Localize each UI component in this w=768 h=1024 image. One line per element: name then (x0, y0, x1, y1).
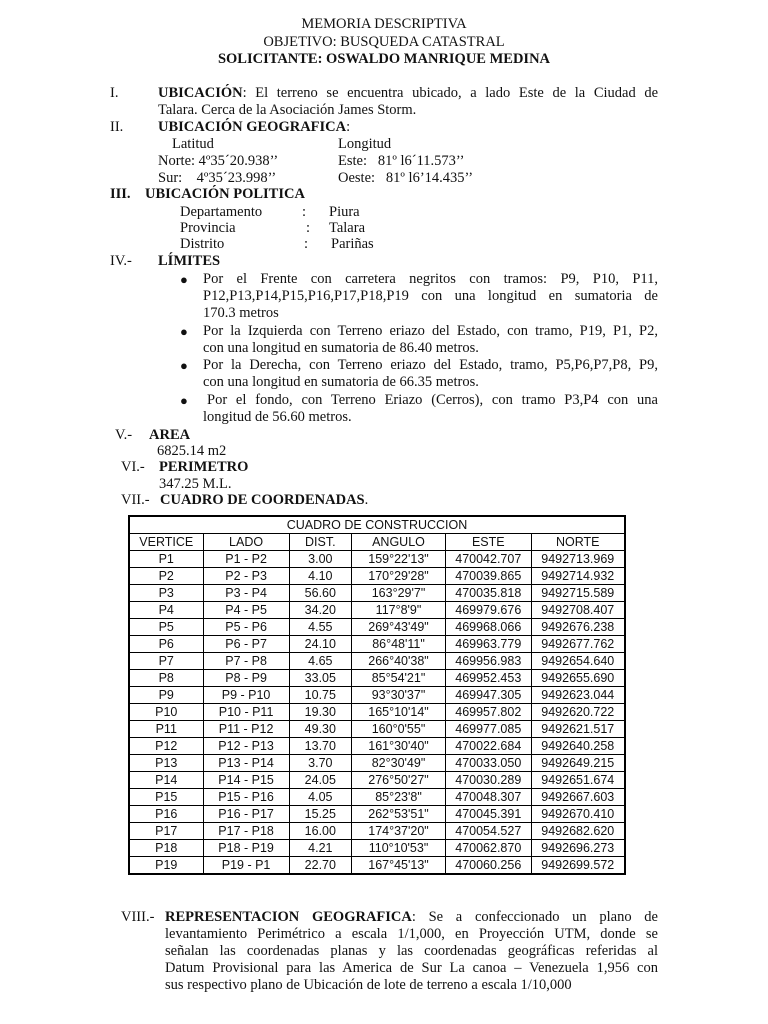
cell-vertice: P17 (129, 823, 203, 840)
cell-norte: 9492620.722 (531, 704, 625, 721)
table-row (129, 772, 625, 789)
cell-lado: P1 - P2 (203, 551, 289, 568)
limite-derecha-line2: con una longitud en sumatoria de 66.35 metros. (203, 374, 479, 390)
table-row (129, 602, 625, 619)
section-5-number: V.- (115, 427, 133, 443)
cell-vertice: P10 (129, 704, 203, 721)
cell-dist: 19.30 (289, 704, 351, 721)
departamento-sep: : (302, 204, 307, 220)
este-value: Este: 81º l6´11.573’’ (338, 153, 465, 169)
cell-dist: 33.05 (289, 670, 351, 687)
provincia-value: Talara (329, 220, 366, 236)
bullet-icon: ● (180, 393, 188, 408)
table-title-row (129, 516, 625, 534)
cell-angulo: 82°30'49" (351, 755, 445, 772)
section-6-number: VI.- (121, 459, 145, 475)
cell-vertice: P7 (129, 653, 203, 670)
section-3-number: III. (110, 186, 131, 202)
section-4-title: LÍMITES (158, 253, 221, 269)
section-1-line2: Talara. Cerca de la Asociación James Storm. (158, 102, 417, 118)
table-row (129, 840, 625, 857)
cell-este: 469977.085 (446, 721, 532, 738)
section-7-heading: CUADRO DE COORDENADAS. (160, 492, 369, 508)
cell-angulo: 167°45'13" (351, 857, 445, 875)
distrito-sep: : (304, 236, 309, 252)
section-4-number: IV.- (110, 253, 132, 269)
cell-vertice: P14 (129, 772, 203, 789)
cell-este: 470042.707 (446, 551, 532, 568)
cell-angulo: 85°23'8" (351, 789, 445, 806)
cell-este: 469979.676 (446, 602, 532, 619)
cell-norte: 9492708.407 (531, 602, 625, 619)
cell-dist: 4.05 (289, 789, 351, 806)
cell-lado: P5 - P6 (203, 619, 289, 636)
cell-norte: 9492621.517 (531, 721, 625, 738)
cell-norte: 9492713.969 (531, 551, 625, 568)
section-8-number: VIII.- (121, 909, 155, 925)
cell-angulo: 276°50'27" (351, 772, 445, 789)
cell-dist: 4.21 (289, 840, 351, 857)
col-header-vertice: VERTICE (129, 534, 203, 551)
cell-este: 470048.307 (446, 789, 532, 806)
col-header-angulo: ANGULO (351, 534, 445, 551)
cell-vertice: P6 (129, 636, 203, 653)
cell-norte: 9492649.215 (531, 755, 625, 772)
section-8-title: REPRESENTACION GEOGRAFICA (165, 909, 412, 925)
limite-izquierda-line2: con una longitud en sumatoria de 86.40 metros. (203, 340, 479, 356)
cell-este: 470035.818 (446, 585, 532, 602)
cell-lado: P16 - P17 (203, 806, 289, 823)
cell-lado: P19 - P1 (203, 857, 289, 875)
table-row (129, 670, 625, 687)
cell-vertice: P12 (129, 738, 203, 755)
doc-title: MEMORIA DESCRIPTIVA (301, 16, 467, 32)
cell-vertice: P8 (129, 670, 203, 687)
cell-vertice: P19 (129, 857, 203, 875)
cell-vertice: P16 (129, 806, 203, 823)
table-row (129, 738, 625, 755)
section-7-number: VII.- (121, 492, 150, 508)
cell-norte: 9492714.932 (531, 568, 625, 585)
limite-izquierda (203, 323, 658, 357)
cell-norte: 9492670.410 (531, 806, 625, 823)
cell-dist: 24.05 (289, 772, 351, 789)
cell-este: 470022.684 (446, 738, 532, 755)
section-8-text: Se a confeccionado un plano de (428, 909, 658, 925)
cell-este: 470033.050 (446, 755, 532, 772)
cell-lado: P3 - P4 (203, 585, 289, 602)
cell-angulo: 262°53'51" (351, 806, 445, 823)
provincia-label: Provincia (180, 220, 236, 236)
cell-este: 469952.453 (446, 670, 532, 687)
cell-vertice: P18 (129, 840, 203, 857)
cell-dist: 34.20 (289, 602, 351, 619)
cell-norte: 9492715.589 (531, 585, 625, 602)
table-row (129, 619, 625, 636)
cell-norte: 9492623.044 (531, 687, 625, 704)
cell-angulo: 117°8'9" (351, 602, 445, 619)
cell-dist: 10.75 (289, 687, 351, 704)
cell-este: 470030.289 (446, 772, 532, 789)
cell-vertice: P3 (129, 585, 203, 602)
cell-angulo: 160°0'55" (351, 721, 445, 738)
cell-norte: 9492676.238 (531, 619, 625, 636)
sur-value: Sur: 4º35´23.998’’ (158, 170, 277, 186)
cell-vertice: P4 (129, 602, 203, 619)
latitud-label: Latitud (172, 136, 214, 152)
col-header-este: ESTE (446, 534, 532, 551)
cell-angulo: 170°29'28" (351, 568, 445, 585)
col-header-lado: LADO (203, 534, 289, 551)
cell-norte: 9492699.572 (531, 857, 625, 875)
col-header-norte: NORTE (531, 534, 625, 551)
cell-este: 470062.870 (446, 840, 532, 857)
cell-angulo: 269°43'49" (351, 619, 445, 636)
limite-derecha-line1: Por la Derecha, con Terreno eriazo del Estado, tramo, P5,P6,P7,P8, P9, (203, 357, 658, 373)
cell-este: 470039.865 (446, 568, 532, 585)
cell-lado: P10 - P11 (203, 704, 289, 721)
section-8-line4: Datum Provisional para las America de Sur La canoa – Venezuela 1,956 con (165, 960, 658, 976)
cell-lado: P11 - P12 (203, 721, 289, 738)
cell-angulo: 159°22'13" (351, 551, 445, 568)
section-2-title: UBICACIÓN GEOGRAFICA (158, 119, 347, 135)
section-3-title: UBICACIÓN POLITICA (145, 186, 305, 202)
cell-vertice: P9 (129, 687, 203, 704)
cell-lado: P8 - P9 (203, 670, 289, 687)
cell-este: 470054.527 (446, 823, 532, 840)
cell-lado: P13 - P14 (203, 755, 289, 772)
cell-norte: 9492682.620 (531, 823, 625, 840)
table-row (129, 789, 625, 806)
limite-izquierda-line1: Por la Izquierda con Terreno eriazo del Estado, con tramo, P19, P1, P2, (203, 323, 658, 339)
cell-vertice: P15 (129, 789, 203, 806)
cell-lado: P2 - P3 (203, 568, 289, 585)
section-8-line1: REPRESENTACION GEOGRAFICA: Se a confeccionado un plano de (165, 909, 658, 925)
cell-este: 469947.305 (446, 687, 532, 704)
cell-lado: P17 - P18 (203, 823, 289, 840)
limite-frente-line2: P12,P13,P14,P15,P16,P17,P18,P19 con una longitud en sumatoria de (203, 288, 658, 304)
section-8-line2: levantamiento Perimétrico a escala 1/1,000, en Proyección UTM, donde se (165, 926, 658, 942)
norte-value: Norte: 4º35´20.938’’ (158, 153, 279, 169)
cell-dist: 4.10 (289, 568, 351, 585)
table-body (129, 551, 625, 875)
cell-lado: P7 - P8 (203, 653, 289, 670)
cell-lado: P12 - P13 (203, 738, 289, 755)
doc-objective: OBJETIVO: BUSQUEDA CATASTRAL (263, 34, 505, 50)
limite-frente-line3: 170.3 metros (203, 305, 279, 321)
col-header-dist: DIST. (289, 534, 351, 551)
cell-este: 469963.779 (446, 636, 532, 653)
bullet-icon: ● (180, 358, 188, 373)
table-row (129, 857, 625, 875)
cell-este: 469957.802 (446, 704, 532, 721)
table-row (129, 568, 625, 585)
table-row (129, 721, 625, 738)
cell-angulo: 174°37'20" (351, 823, 445, 840)
table-row (129, 687, 625, 704)
longitud-label: Longitud (338, 136, 392, 152)
cell-lado: P18 - P19 (203, 840, 289, 857)
table-row (129, 806, 625, 823)
departamento-value: Piura (329, 204, 360, 220)
limite-fondo (207, 392, 658, 409)
cell-este: 469956.983 (446, 653, 532, 670)
table-row (129, 823, 625, 840)
table-row (129, 585, 625, 602)
section-1-title: UBICACIÓN (158, 85, 243, 101)
limite-derecha (203, 357, 658, 391)
limite-frente-line1: Por el Frente con carretera negritos con tramos: P9, P10, P11, (203, 271, 658, 287)
section-1-line1: UBICACIÓN: El terreno se encuentra ubicado, a lado Este de la Ciudad de (158, 85, 659, 101)
cell-dist: 13.70 (289, 738, 351, 755)
cell-dist: 16.00 (289, 823, 351, 840)
table-row (129, 551, 625, 568)
cell-norte: 9492654.640 (531, 653, 625, 670)
table-row (129, 704, 625, 721)
section-6-title: PERIMETRO (159, 459, 249, 475)
cell-vertice: P1 (129, 551, 203, 568)
cell-vertice: P5 (129, 619, 203, 636)
section-8-line5: sus respectivo plano de Ubicación de lote de terreno a escala 1/10,000 (165, 977, 572, 993)
distrito-value: Pariñas (331, 236, 374, 252)
table-row (129, 755, 625, 772)
cell-angulo: 161°30'40" (351, 738, 445, 755)
cell-dist: 15.25 (289, 806, 351, 823)
cell-vertice: P2 (129, 568, 203, 585)
cell-lado: P9 - P10 (203, 687, 289, 704)
cell-dist: 24.10 (289, 636, 351, 653)
cell-angulo: 86°48'11" (351, 636, 445, 653)
cell-angulo: 266°40'38" (351, 653, 445, 670)
cell-lado: P15 - P16 (203, 789, 289, 806)
cell-este: 470045.391 (446, 806, 532, 823)
table-header-row (129, 534, 625, 551)
area-value: 6825.14 m2 (157, 443, 227, 459)
cell-dist: 4.65 (289, 653, 351, 670)
cell-angulo: 165°10'14" (351, 704, 445, 721)
coordinates-table (128, 515, 626, 875)
doc-applicant: SOLICITANTE: OSWALDO MANRIQUE MEDINA (217, 51, 551, 67)
section-8-line3: señalan las coordenadas planas y las coordenadas geográficas referidas al (165, 943, 658, 959)
cell-dist: 22.70 (289, 857, 351, 875)
table-title: CUADRO DE CONSTRUCCION (129, 516, 625, 534)
cell-dist: 49.30 (289, 721, 351, 738)
cell-lado: P4 - P5 (203, 602, 289, 619)
cell-angulo: 85°54'21" (351, 670, 445, 687)
limite-fondo-line1: Por el fondo, con Terreno Eriazo (Cerros), con tramo P3,P4 con una (207, 392, 658, 408)
cell-norte: 9492677.762 (531, 636, 625, 653)
section-1-text: El terreno se encuentra ubicado, a lado Este de la Ciudad de (255, 85, 659, 101)
cell-norte: 9492640.258 (531, 738, 625, 755)
departamento-label: Departamento (180, 204, 263, 220)
cell-dist: 56.60 (289, 585, 351, 602)
cell-lado: P14 - P15 (203, 772, 289, 789)
section-5-title: AREA (149, 427, 191, 443)
perimetro-value: 347.25 M.L. (159, 476, 232, 492)
cell-dist: 3.70 (289, 755, 351, 772)
bullet-icon: ● (180, 272, 188, 287)
cell-angulo: 110°10'53" (351, 840, 445, 857)
cell-norte: 9492651.674 (531, 772, 625, 789)
oeste-value: Oeste: 81º l6’14.435’’ (338, 170, 474, 186)
cell-este: 470060.256 (446, 857, 532, 875)
section-2-heading: UBICACIÓN GEOGRAFICA: (158, 119, 351, 135)
table-row (129, 653, 625, 670)
section-2-number: II. (110, 119, 124, 135)
cell-norte: 9492696.273 (531, 840, 625, 857)
cell-lado: P6 - P7 (203, 636, 289, 653)
cell-angulo: 163°29'7" (351, 585, 445, 602)
cell-vertice: P13 (129, 755, 203, 772)
cell-este: 469968.066 (446, 619, 532, 636)
cell-dist: 3.00 (289, 551, 351, 568)
bullet-icon: ● (180, 324, 188, 339)
cell-dist: 4.55 (289, 619, 351, 636)
section-1-number: I. (110, 85, 119, 101)
limite-frente (203, 271, 658, 322)
cell-angulo: 93°30'37" (351, 687, 445, 704)
cell-vertice: P11 (129, 721, 203, 738)
cell-norte: 9492667.603 (531, 789, 625, 806)
cell-norte: 9492655.690 (531, 670, 625, 687)
provincia-sep: : (306, 220, 311, 236)
limite-fondo-line2: longitud de 56.60 metros. (203, 409, 352, 425)
table-row (129, 636, 625, 653)
distrito-label: Distrito (180, 236, 225, 252)
section-7-title: CUADRO DE COORDENADAS (160, 492, 365, 508)
